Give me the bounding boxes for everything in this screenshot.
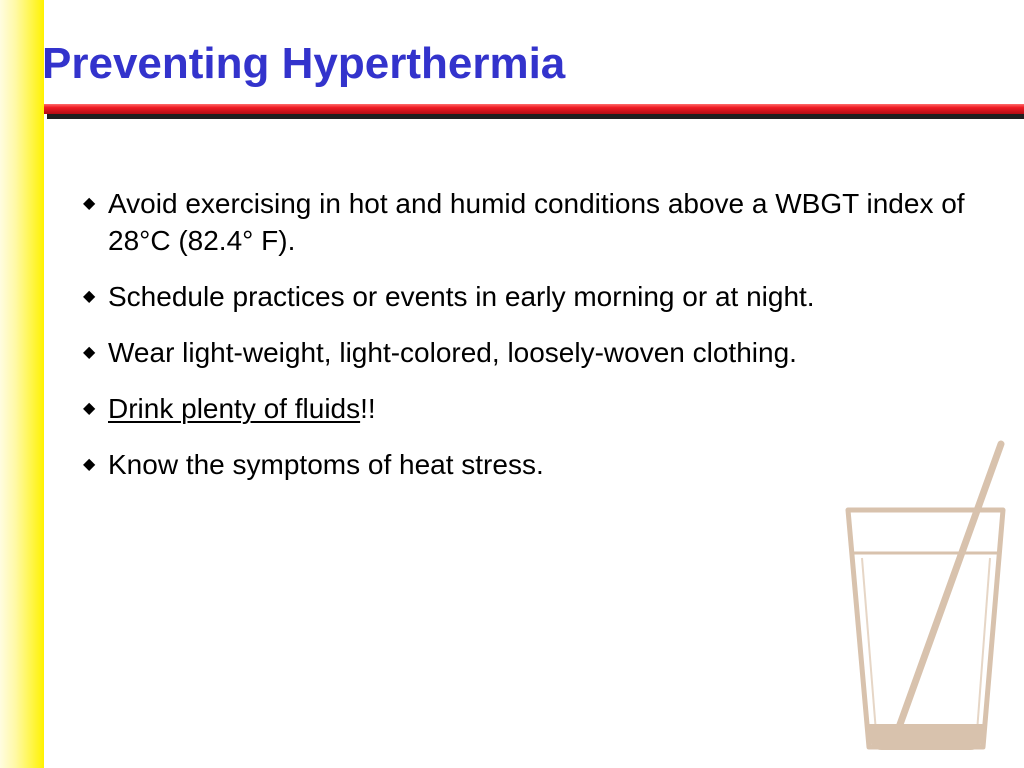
yellow-side-bar bbox=[0, 0, 44, 768]
bullet-item bbox=[80, 390, 1000, 427]
diamond-bullet-icon: ◆ bbox=[83, 195, 96, 212]
slide-title: Preventing Hyperthermia bbox=[42, 39, 566, 88]
bullet-item bbox=[80, 334, 1000, 371]
bullet-item bbox=[80, 278, 1000, 315]
diamond-bullet-icon: ◆ bbox=[83, 456, 96, 473]
glass-with-straw-icon bbox=[836, 436, 1016, 758]
exclamation-suffix: !! bbox=[360, 393, 376, 424]
diamond-bullet-icon: ◆ bbox=[83, 288, 96, 305]
bullet-text: Schedule practices or events in early morning or at night. bbox=[108, 281, 815, 312]
underlined-emphasis: Drink plenty of fluids bbox=[108, 393, 361, 424]
bullet-item bbox=[80, 185, 1000, 259]
bullet-text: Wear light-weight, light-colored, loosely-woven clothing. bbox=[108, 337, 797, 368]
title-underline-rule bbox=[44, 101, 1024, 121]
bullet-text: Know the symptoms of heat stress. bbox=[108, 449, 544, 480]
diamond-bullet-icon: ◆ bbox=[83, 344, 96, 361]
bullet-text: Avoid exercising in hot and humid conditions above a WBGT index of 28°C (82.4° F). bbox=[108, 188, 965, 256]
diamond-bullet-icon: ◆ bbox=[83, 400, 96, 417]
